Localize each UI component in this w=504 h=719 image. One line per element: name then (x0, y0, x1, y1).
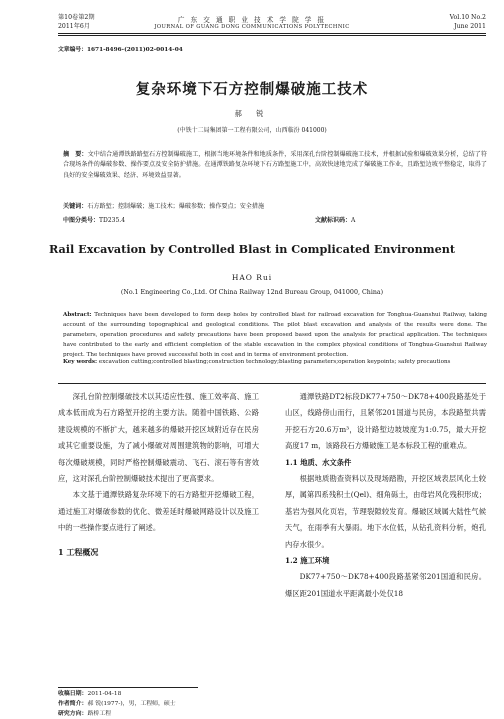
author-bio-value: 郝 锐(1977-)，男，工程师，硕士 (87, 701, 176, 707)
keywords-cn-text: 石方路堑；控制爆破；施工技术；爆破参数；操作要点；安全措施 (87, 203, 265, 210)
section-1-heading: 1 工程概况 (58, 546, 99, 557)
author-en: HAO Rui (231, 273, 273, 282)
abstract-cn-label: 摘 要： (63, 151, 88, 158)
title-cn: 复杂环境下石方控制爆破施工技术 (135, 81, 369, 98)
title-en: Rail Excavation by Controlled Blast in Complicated Environment (48, 242, 456, 256)
article-number: 文章编号：1671-8496-(2011)02-0014-04 (58, 47, 183, 53)
footnote (58, 689, 358, 719)
body-right-column (285, 389, 486, 602)
author-cn: 郝 锐 (234, 109, 270, 118)
geology-paragraph: 根据地质勘查资料以及现场踏勘，开挖区域表层风化土较厚，属第四系残积土(Qel)、细角砾土，由母岩风化残积形成；基岩为强风化页岩，节理裂隙较发育。爆破区域属大陆性气候天气，在雨季有大暴雨。地下水位低，从钻孔资料分析，炮孔内存水很少。 (285, 474, 486, 549)
footnote-rule (58, 687, 198, 688)
doc-code-value: A (351, 217, 356, 224)
abstract-cn (63, 150, 487, 181)
environment-paragraph: DK77+750～DK78+400段路基紧邻201国道和民房。爆区距201国道水平距离最小处仅18 (285, 572, 486, 598)
body-left-column (58, 389, 259, 558)
document-code (315, 215, 355, 224)
abstract-divider (58, 383, 486, 384)
abstract-en-label: Abstract: (63, 312, 92, 318)
clc-label: 中图分类号： (63, 217, 100, 224)
intro-paragraph-2: 本文基于通潭铁路复杂环境下的石方路堑开挖爆破工程，通过施工对爆破参数的优化、微差延时爆破网路设计以及施工中的一些操作要点进行了阐述。 (58, 490, 259, 533)
journal-date: 2011年6月 (58, 23, 91, 30)
overview-paragraph: 通潭铁路DT2标段DK77+750～DK78+400段路基处于山区，线路傍山而行，且紧邻201国道与民房，本段路堑共需开挖石方20.6万m³，设计路堑边坡坡度为1:0.75，最大开挖高度17 m，该路段石方爆破施工是本标段工程的重难点。 (285, 392, 486, 451)
intro-paragraph-1: 深孔台阶控制爆破技术以其适应性强、施工效率高、施工成本低而成为石方路堑开挖的主要方法。随着中国铁路、公路建设规模的不断扩大，越来越多的爆破开挖区域附近存在民房或其它重要设施，为了减小爆破对周围建筑物的影响，可增大每次爆破规模，同时严格控制爆破震动、飞石、滚石等有害效应，这对深孔台阶控制爆破技术提出了更高要求。 (58, 392, 259, 484)
journal-name-cn: 广 东 交 通 职 业 技 术 学 院 学 报 (177, 16, 327, 24)
research-field-value: 路桥工程 (87, 711, 112, 717)
keywords-cn (63, 202, 487, 212)
author-bio (58, 699, 358, 709)
header-rule-top (58, 33, 486, 34)
abstract-en-text: Techniques have been developed to form deep holes by controlled blast for railroad excavation for Tonghua-Guanshui Railway, taking account of the surrounding topographical and geological conditions. The pilot blast excavation and analysis of the results were done. The parameters, operation procedures and safety precautions have been proposed based upon the analysis for practical application. The techniques have contributed to the early and efficient completion of the stable excavation in the complex physical conditions of Tonghua-Guanshui Railway project. The techniques have proved successful both in cost and in terms of environment protection. (63, 312, 487, 358)
received-label: 收稿日期： (58, 690, 88, 697)
journal-volume: Vol.10 No.2 (449, 14, 486, 21)
keywords-cn-label: 关键词： (63, 203, 88, 210)
author-bio-label: 作者简介： (58, 700, 88, 707)
clc-number (63, 215, 125, 224)
affiliation-en: (No.1 Engineering Co.,Ltd. Of China Railway 12nd Bureau Group, 041000, China) (120, 289, 384, 296)
header-rule-bottom (58, 35, 486, 36)
research-field-label: 研究方向： (58, 710, 88, 717)
abstract-cn-text: 文中结合通潭铁路路堑石方控制爆破施工，根据当地环境条件和地质条件，采用深孔台阶控制爆破施工技术，并根据试验和爆破效果分析，总结了符合现场条件的爆破参数、操作要点及安全防护措施。在通潭铁路复杂环境下石方路堑施工中，高效快速地完成了爆破施工作业，且路堑边坡平整稳定，取得了良好的安全爆破效果、经济、环境效益显著。 (63, 151, 488, 179)
subsection-1-2-heading: 1.2 施工环境 (285, 556, 330, 566)
affiliation-cn: (中铁十二局集团第一工程有限公司，山西临汾 041000) (177, 127, 327, 134)
journal-name-en: JOURNAL OF GUANG DONG COMMUNICATIONS POLYTECHNIC (154, 24, 350, 30)
keywords-en (63, 358, 487, 368)
keywords-en-text: excavation cutting;controlled blasting;construction technology;blasting parameters;operation keypoints; safety precautions (98, 359, 451, 365)
journal-month: June 2011 (454, 23, 486, 30)
research-field (58, 709, 358, 719)
doc-code-label: 文献标识码： (315, 217, 352, 224)
keywords-en-label: Key words: (63, 359, 98, 365)
received-value: 2011-04-18 (87, 691, 122, 697)
abstract-en (63, 311, 487, 361)
subsection-1-1-heading: 1.1 地质、水文条件 (285, 457, 352, 467)
received-date (58, 689, 358, 699)
journal-issue: 第10卷第2期 (58, 14, 95, 21)
clc-value: TD235.4 (99, 217, 126, 224)
